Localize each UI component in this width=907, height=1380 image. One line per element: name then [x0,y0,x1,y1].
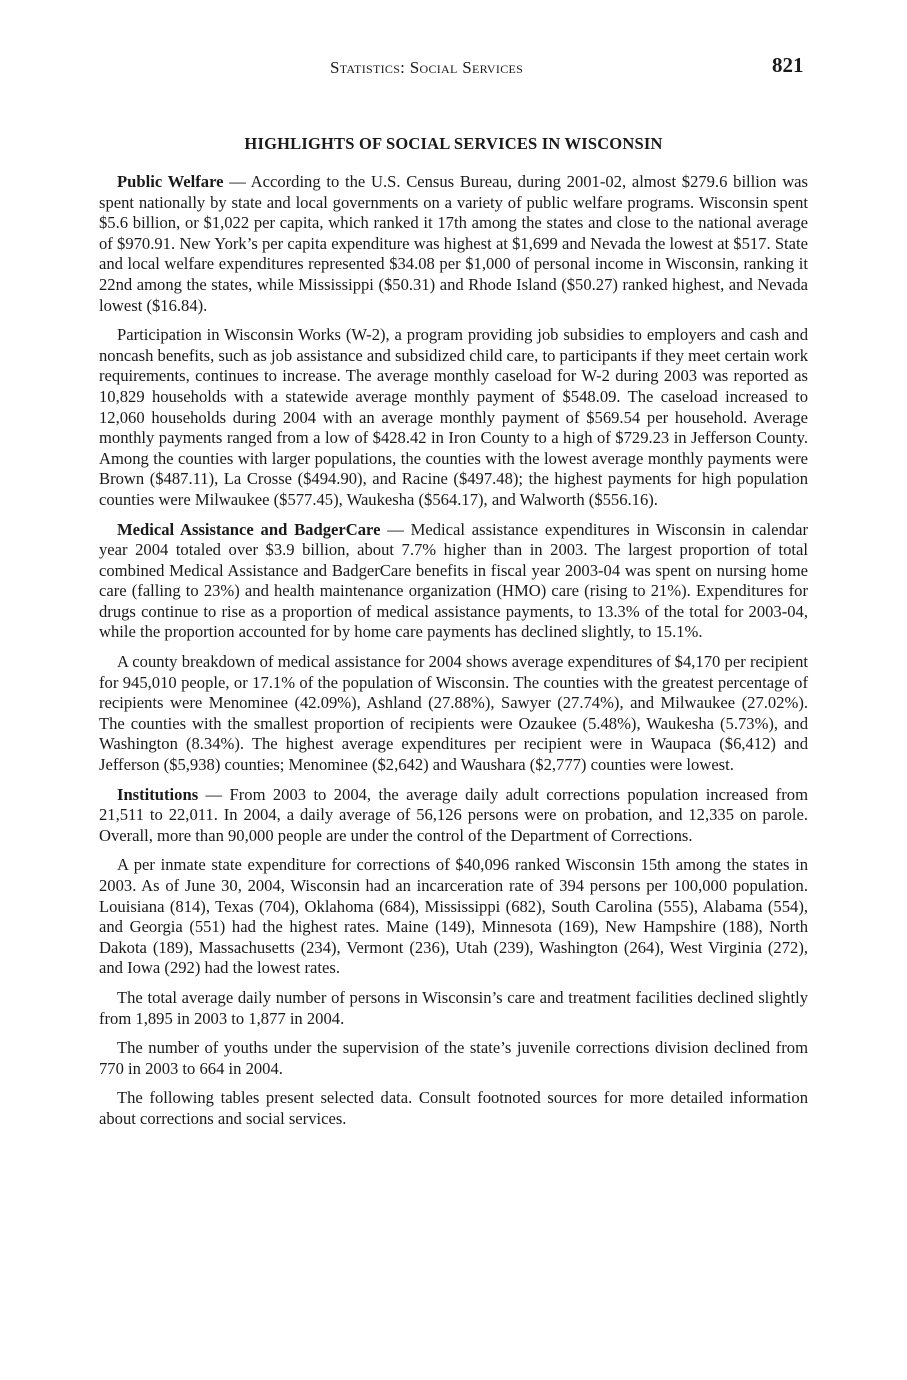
paragraph-county-breakdown [99,652,808,776]
paragraph-text: A county breakdown of medical assistance for 2004 shows average expenditures of $4,170 per recipient for 945,010 people, or 17.1% of the population of Wisconsin. The counties with the greatest percentage of recipients were Menominee (42.09%), Ashland (27.88%), Sawyer (27.74%), and Milwaukee (27.02%). The counties with the smallest proportion of recipients were Ozaukee (5.48%), Waukesha (5.73%), and Washington (8.34%). The highest average expenditures per recipient were in Waupaca ($6,412) and Jefferson ($5,938) counties; Menominee ($2,642) and Waushara ($2,777) counties were lowest. [99,652,808,775]
paragraph-medical-assistance [99,520,808,644]
lead-in-medical-assistance: Medical Assistance and BadgerCare [117,519,381,539]
paragraph-text: Participation in Wisconsin Works (W-2), a program providing job subsidies to employers and cash and noncash benefits, such as job assistance and subsidized child care, to participants if they meet certain work requirements, continues to increase. The average monthly caseload for W-2 during 2003 was reported as 10,829 households with a statewide average monthly payment of $548.09. The caseload increased to 12,060 households during 2004 with an average monthly payment of $569.54 per household. Average monthly payments ranged from a low of $428.42 in Iron County to a high of $729.23 in Jefferson County. Among the counties with larger populations, the counties with the lowest average monthly payments were Brown ($487.11), La Crosse ($494.90), and Racine ($497.48); the highest payments for high population counties were Milwaukee ($577.45), Waukesha ($564.17), and Walworth ($556.16). [99,325,808,509]
paragraph-text: The following tables present selected data. Consult footnoted sources for more detailed information about corrections and social services. [99,1088,808,1128]
paragraph-public-welfare [99,172,808,316]
paragraph-text: — From 2003 to 2004, the average daily adult corrections population increased from 21,511 to 22,011. In 2004, a daily average of 56,126 persons were on probation, and 12,335 on parole. Overall, more than 90,000 people are under the control of the Department of Corrections. [99,784,808,845]
section-heading: HIGHLIGHTS OF SOCIAL SERVICES IN WISCONSIN [244,134,663,153]
paragraph-text: The number of youths under the supervision of the state’s juvenile corrections division declined from 770 in 2003 to 664 in 2004. [99,1038,808,1078]
running-title: Statistics: Social Services [330,58,524,77]
paragraph-tables-note [99,1088,808,1129]
page-number: 821 [772,53,804,77]
document-body [99,134,808,1139]
paragraph-incarceration [99,855,808,979]
paragraph-care-facilities [99,988,808,1029]
paragraph-wisconsin-works [99,325,808,510]
paragraph-juvenile-corrections [99,1038,808,1079]
lead-in-public-welfare: Public Welfare [117,172,224,191]
paragraph-text: The total average daily number of persons in Wisconsin’s care and treatment facilities declined slightly from 1,895 in 2003 to 1,877 in 2004. [99,987,808,1028]
lead-in-institutions: Institutions [117,784,199,804]
paragraph-text: A per inmate state expenditure for corrections of $40,096 ranked Wisconsin 15th among the states in 2003. As of June 30, 2004, Wisconsin had an incarceration rate of 394 persons per 100,000 population. Louisiana (814), Texas (704), Oklahoma (684), Mississippi (682), South Carolina (555), Alabama (554), and Georgia (551) had the highest rates. Maine (149), Minnesota (169), New Hampshire (188), North Dakota (189), Massachusetts (234), Vermont (236), Utah (239), Washington (264), West Virginia (272), and Iowa (292) had the lowest rates. [99,855,808,978]
paragraph-institutions [99,785,808,847]
paragraph-text: — According to the U.S. Census Bureau, during 2001-02, almost $279.6 billion was spent nationally by state and local governments on a variety of public welfare programs. Wisconsin spent $5.6 billion, or $1,022 per capita, which ranked it 17th among the states and close to the national average of $970.91. New York’s per capita expenditure was highest at $1,699 and Nevada the lowest at $517. State and local welfare expenditures represented $34.08 per $1,000 of personal income in Wisconsin, ranking it 22nd among the states, while Mississippi ($50.31) and Rhode Island ($50.27) ranked highest, and Nevada lowest ($16.84). [99,172,808,315]
paragraph-text: — Medical assistance expenditures in Wisconsin in calendar year 2004 totaled over $3.9 billion, about 7.7% higher than in 2003. The largest proportion of total combined Medical Assistance and BadgerCare benefits in fiscal year 2003-04 was spent on nursing home care (falling to 23%) and health maintenance organization (HMO) care (rising to 21%). Expenditures for drugs continue to rise as a proportion of medical assistance payments, to 13.3% of the total for 2003-04, while the proportion accounted for by home care payments has declined slightly, to 15.1%. [99,519,808,642]
running-head [0,52,907,82]
